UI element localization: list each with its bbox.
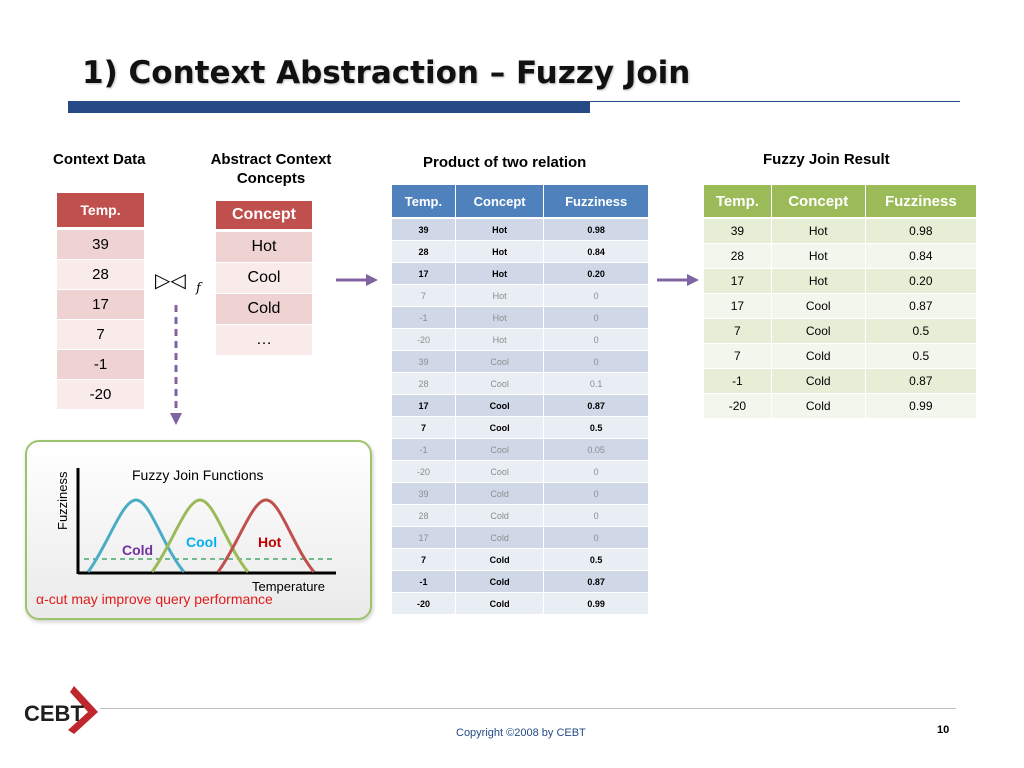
product-cell: Cool xyxy=(456,395,544,417)
table-row xyxy=(392,263,648,285)
table-row xyxy=(392,549,648,571)
product-cell: 0 xyxy=(544,483,648,505)
result-cell: 0.87 xyxy=(866,369,976,394)
table-row xyxy=(392,417,648,439)
table-row xyxy=(57,380,144,410)
dashed-arrow-down-icon xyxy=(168,303,184,427)
product-column-header: Fuzziness xyxy=(544,185,648,219)
table-row xyxy=(704,244,976,269)
result-cell: -20 xyxy=(704,394,772,419)
product-cell: 39 xyxy=(392,351,456,373)
table-row xyxy=(216,232,312,263)
product-cell: Cool xyxy=(456,461,544,483)
fuzzy-box-title: Fuzzy Join Functions xyxy=(132,467,264,483)
result-cell: 17 xyxy=(704,269,772,294)
footer-divider xyxy=(100,708,956,709)
table-row xyxy=(392,285,648,307)
table-row xyxy=(392,527,648,549)
product-cell: 0.99 xyxy=(544,593,648,615)
table-row xyxy=(216,325,312,356)
table-row xyxy=(392,329,648,351)
title-underline-bar xyxy=(68,101,590,113)
context-temp-cell: 17 xyxy=(57,290,144,320)
table-row xyxy=(704,344,976,369)
table-row xyxy=(57,230,144,260)
product-cell: Cool xyxy=(456,417,544,439)
table-row xyxy=(392,439,648,461)
table-row xyxy=(392,461,648,483)
table-row xyxy=(704,394,976,419)
product-cell: Hot xyxy=(456,219,544,241)
product-cell: 7 xyxy=(392,417,456,439)
context-temp-cell: 39 xyxy=(57,230,144,260)
result-cell: 7 xyxy=(704,319,772,344)
table-row xyxy=(704,369,976,394)
result-table xyxy=(704,185,976,419)
product-cell: Cold xyxy=(456,593,544,615)
context-table-header: Temp. xyxy=(57,193,144,230)
table-row xyxy=(392,593,648,615)
result-cell: 0.99 xyxy=(866,394,976,419)
hot-curve-label: Hot xyxy=(258,534,282,550)
product-cell: 0 xyxy=(544,307,648,329)
concept-cell: … xyxy=(216,325,312,356)
context-temp-cell: -1 xyxy=(57,350,144,380)
product-cell: -20 xyxy=(392,593,456,615)
product-cell: 7 xyxy=(392,285,456,307)
product-cell: 28 xyxy=(392,373,456,395)
product-cell: 17 xyxy=(392,395,456,417)
context-temp-cell: 7 xyxy=(57,320,144,350)
table-row xyxy=(392,571,648,593)
table-row xyxy=(57,350,144,380)
product-cell: Cold xyxy=(456,483,544,505)
table-row xyxy=(704,269,976,294)
result-cell: 7 xyxy=(704,344,772,369)
table-row xyxy=(392,241,648,263)
product-cell: -20 xyxy=(392,329,456,351)
product-cell: 0 xyxy=(544,329,648,351)
context-temp-cell: 28 xyxy=(57,260,144,290)
title-underline-rule xyxy=(590,101,960,102)
result-cell: Hot xyxy=(772,269,866,294)
product-cell: 0.84 xyxy=(544,241,648,263)
result-column-header: Fuzziness xyxy=(866,185,976,219)
result-cell: Cool xyxy=(772,319,866,344)
alpha-cut-note: α-cut may improve query performance xyxy=(36,591,273,607)
fuzzy-join-symbol: ▷◁ xyxy=(155,268,186,292)
concept-table-header: Concept xyxy=(216,201,312,232)
fuzzy-join-subscript: f xyxy=(196,281,201,296)
result-cell: 0.5 xyxy=(866,319,976,344)
result-column-header: Temp. xyxy=(704,185,772,219)
table-row xyxy=(392,483,648,505)
product-cell: Cold xyxy=(456,571,544,593)
product-cell: 17 xyxy=(392,527,456,549)
table-row xyxy=(57,320,144,350)
result-cell: Hot xyxy=(772,219,866,244)
product-cell: -1 xyxy=(392,307,456,329)
arrow-to-result-icon xyxy=(655,272,701,288)
product-cell: Cold xyxy=(456,505,544,527)
table-row xyxy=(392,351,648,373)
product-cell: -20 xyxy=(392,461,456,483)
product-cell: Cool xyxy=(456,373,544,395)
result-cell: Cool xyxy=(772,294,866,319)
slide-title: 1) Context Abstraction – Fuzzy Join xyxy=(82,55,691,91)
table-row xyxy=(704,319,976,344)
abstract-concepts-heading xyxy=(196,150,346,188)
product-cell: 0.87 xyxy=(544,395,648,417)
product-cell: -1 xyxy=(392,571,456,593)
result-cell: 0.87 xyxy=(866,294,976,319)
table-row xyxy=(392,505,648,527)
concept-table xyxy=(216,201,312,356)
table-row xyxy=(704,294,976,319)
product-cell: Hot xyxy=(456,285,544,307)
product-cell: 0 xyxy=(544,461,648,483)
product-cell: 17 xyxy=(392,263,456,285)
product-cell: 28 xyxy=(392,505,456,527)
product-cell: 39 xyxy=(392,219,456,241)
product-cell: Hot xyxy=(456,241,544,263)
product-cell: 0.05 xyxy=(544,439,648,461)
table-row xyxy=(57,260,144,290)
result-cell: -1 xyxy=(704,369,772,394)
product-cell: Cold xyxy=(456,527,544,549)
abstract-concepts-heading-line2: Concepts xyxy=(236,170,306,187)
table-row xyxy=(704,219,976,244)
product-heading: Product of two relation xyxy=(423,154,587,171)
fuzzy-box-xlabel: Temperature xyxy=(252,579,325,594)
table-row xyxy=(392,395,648,417)
result-cell: Cold xyxy=(772,369,866,394)
product-cell: Hot xyxy=(456,329,544,351)
product-cell: 0 xyxy=(544,285,648,307)
product-cell: 0.98 xyxy=(544,219,648,241)
result-cell: 0.20 xyxy=(866,269,976,294)
logo-text: CEBT xyxy=(24,701,84,726)
result-cell: 17 xyxy=(704,294,772,319)
result-cell: 39 xyxy=(704,219,772,244)
context-data-table xyxy=(57,193,144,410)
arrow-to-product-icon xyxy=(334,272,380,288)
cebt-logo xyxy=(22,680,102,736)
result-cell: Cold xyxy=(772,394,866,419)
product-cell: Cool xyxy=(456,351,544,373)
product-cell: 39 xyxy=(392,483,456,505)
product-column-header: Temp. xyxy=(392,185,456,219)
fuzzy-box-ylabel: Fuzziness xyxy=(55,471,70,530)
page-number: 10 xyxy=(937,724,950,736)
table-row xyxy=(392,219,648,241)
product-cell: 0 xyxy=(544,527,648,549)
concept-cell: Cool xyxy=(216,263,312,294)
concept-cell: Cold xyxy=(216,294,312,325)
product-cell: Cold xyxy=(456,549,544,571)
table-row xyxy=(216,294,312,325)
product-column-header: Concept xyxy=(456,185,544,219)
concept-cell: Hot xyxy=(216,232,312,263)
result-cell: Hot xyxy=(772,244,866,269)
cold-curve-label: Cold xyxy=(122,542,154,558)
result-heading: Fuzzy Join Result xyxy=(763,151,890,168)
copyright-text: Copyright ©2008 by CEBT xyxy=(456,727,586,739)
product-cell: 28 xyxy=(392,241,456,263)
context-temp-cell: -20 xyxy=(57,380,144,410)
result-cell: 0.5 xyxy=(866,344,976,369)
abstract-concepts-heading-line1: Abstract Context xyxy=(210,151,332,168)
product-cell: -1 xyxy=(392,439,456,461)
result-column-header: Concept xyxy=(772,185,866,219)
cool-curve-label: Cool xyxy=(186,534,218,550)
product-cell: 0.5 xyxy=(544,417,648,439)
product-cell: Hot xyxy=(456,263,544,285)
product-cell: 0 xyxy=(544,351,648,373)
table-row xyxy=(392,373,648,395)
table-row xyxy=(57,290,144,320)
product-cell: Cool xyxy=(456,439,544,461)
product-cell: 0.20 xyxy=(544,263,648,285)
product-cell: 7 xyxy=(392,549,456,571)
product-cell: 0.87 xyxy=(544,571,648,593)
result-cell: 0.84 xyxy=(866,244,976,269)
product-cell: 0.1 xyxy=(544,373,648,395)
result-cell: 0.98 xyxy=(866,219,976,244)
context-data-heading: Context Data xyxy=(53,151,146,168)
product-cell: Hot xyxy=(456,307,544,329)
table-row xyxy=(392,307,648,329)
table-row xyxy=(216,263,312,294)
result-cell: 28 xyxy=(704,244,772,269)
product-table xyxy=(392,185,648,615)
result-cell: Cold xyxy=(772,344,866,369)
product-cell: 0 xyxy=(544,505,648,527)
product-cell: 0.5 xyxy=(544,549,648,571)
